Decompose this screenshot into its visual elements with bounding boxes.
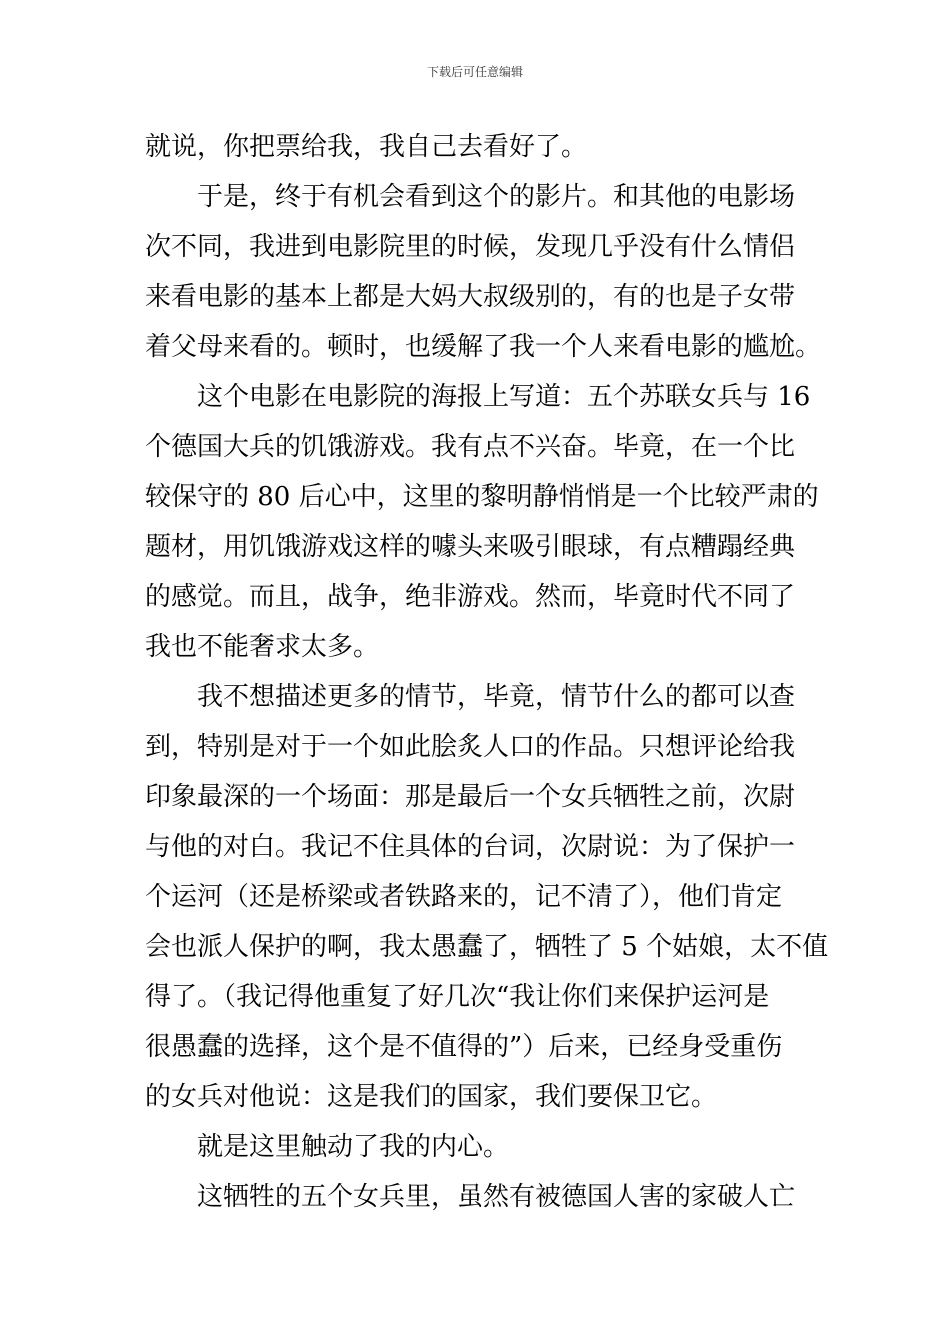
text-line: 较保守的 80 后心中，这里的黎明静悄悄是一个比较严肃的 bbox=[145, 482, 819, 512]
text-line: 个运河（还是桥梁或者铁路来的，记不清了），他们肯定 bbox=[145, 882, 783, 912]
text-line: 次不同，我进到电影院里的时候，发现几乎没有什么情侣 bbox=[145, 232, 796, 262]
document-body bbox=[145, 122, 829, 1222]
page-header: 下载后可任意编辑 bbox=[426, 65, 523, 79]
text-line: 印象最深的一个场面：那是最后一个女兵牺牲之前，次尉 bbox=[145, 782, 796, 812]
text-line: 于是，终于有机会看到这个的影片。和其他的电影场 bbox=[197, 182, 796, 212]
text-line: 很愚蠢的选择，这个是不值得的”）后来，已经身受重伤 bbox=[145, 1032, 783, 1062]
text-line: 这个电影在电影院的海报上写道：五个苏联女兵与 16 bbox=[197, 382, 811, 412]
text-line: 来看电影的基本上都是大妈大叔级别的，有的也是子女带 bbox=[145, 282, 796, 312]
text-line: 与他的对白。我记不住具体的台词，次尉说：为了保护一 bbox=[145, 832, 796, 862]
text-line: 的女兵对他说：这是我们的国家，我们要保卫它。 bbox=[145, 1082, 718, 1112]
text-line: 着父母来看的。顿时，也缓解了我一个人来看电影的尴尬。 bbox=[145, 332, 822, 362]
text-line: 到，特别是对于一个如此脍炙人口的作品。只想评论给我 bbox=[145, 732, 796, 762]
text-line: 这牺牲的五个女兵里，虽然有被德国人害的家破人亡 bbox=[197, 1182, 796, 1212]
text-line: 我不想描述更多的情节，毕竟，情节什么的都可以查 bbox=[197, 682, 796, 712]
text-line: 的感觉。而且，战争，绝非游戏。然而，毕竟时代不同了 bbox=[145, 582, 796, 612]
text-line: 我也不能奢求太多。 bbox=[145, 632, 380, 662]
text-line: 得了。（我记得他重复了好几次“我让你们来保护运河是 bbox=[145, 982, 770, 1012]
text-line: 个德国大兵的饥饿游戏。我有点不兴奋。毕竟，在一个比 bbox=[145, 432, 796, 462]
text-line: 就是这里触动了我的内心。 bbox=[197, 1132, 510, 1162]
text-line: 就说，你把票给我，我自己去看好了。 bbox=[145, 132, 588, 162]
text-line: 会也派人保护的啊，我太愚蠢了，牺牲了 5 个姑娘，太不值 bbox=[145, 932, 829, 962]
text-line: 题材，用饥饿游戏这样的噱头来吸引眼球，有点糟蹋经典 bbox=[145, 532, 796, 562]
